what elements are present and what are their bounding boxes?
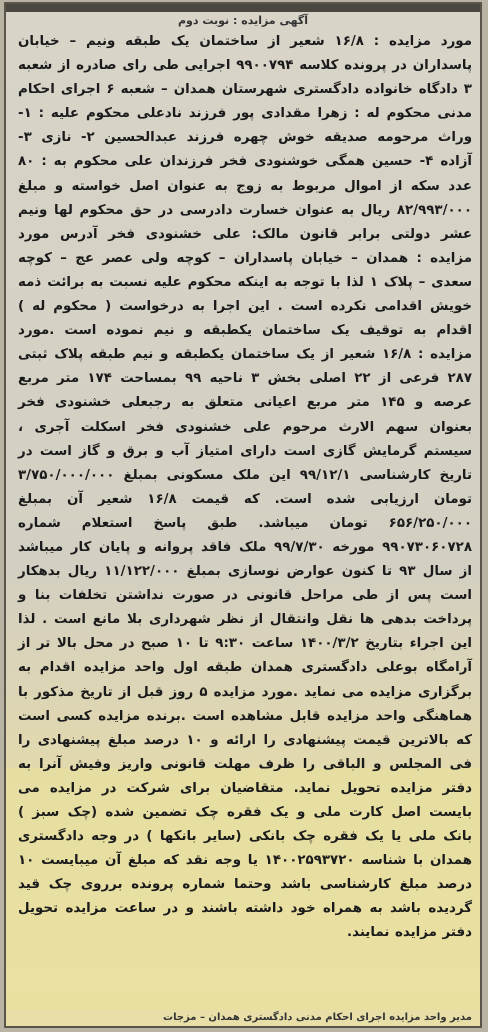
top-border-strip bbox=[6, 4, 480, 12]
notice-header: آگهی مزایده : نوبت دوم bbox=[177, 14, 309, 27]
notice-body: مورد مزایده : ۱۶/۸ شعیر از ساختمان یک طبقه ونیم – خیابان پاسداران در پرونده کلاسه ۹۹۰۰۷۹۴ اجرایی طی رای صادره از شعبه ۳ دادگاه خانواده دادگستری شهرستان همدان – شعبه ۶ اجرای احکام مدنی محکوم له : زهرا مقدادی پور فرزند نادعلی محکوم علیه : ۱- وراث مرحومه صدیقه خوش چهره فرزند عبدالحسین ۲- نازی ۳- آزاده ۴- حسین همگی خوشنودی فخر فرزندان علی محکوم به : ۸۰ عدد سکه از اموال مربوط به زوج به عنوان اصل خواسته و مبلغ ۸۲/۹۹۳/۰۰۰ ریال به عنوان خسارت دادرسی در حق محکوم لها ونیم عشر دولتی برابر قانون مالک: علی خشنودی فخر آدرس مورد مزایده : همدان – خیابان پاسداران – کوچه ولی عصر عج – کوچه سعدی – پلاک ۱ لذا با توجه به اینکه محکوم علیه نسبت به برائت ذمه خویش اقدامی نکرده است . این اجرا به درخواست ( محکوم له ) اقدام به توقیف یک ساختمان یکطبقه و نیم نموده است .مورد مزایده : ۱۶/۸ شعیر از یک ساختمان یکطبقه و نیم طبقه پلاک ثبتی ۲۸۷ فرعی از ۲۲ اصلی بخش ۳ ناحیه ۹۹ بمساحت ۱۷۴ متر مربع عرصه و ۱۴۵ متر مربع اعیانی متعلق به رجبعلی خشنودی فخر بعنوان سهم الارث مرحوم علی خشنودی فخر اسکلت آجری ، سیستم گرمایش گازی است دارای امتیاز آب و برق و گاز است در تاریخ کارشناسی ۹۹/۱۲/۱ این ملک مسکونی بمبلغ ۳/۷۵۰/۰۰۰/۰۰۰ تومان ارزیابی شده است. که قیمت ۱۶/۸ شعیر آن بمبلغ ۶۵۶/۲۵۰/۰۰۰ تومان میباشد. طبق پاسخ استعلام شماره ۹۹۰۷۳۰۶۰۷۲۸ مورخه ۹۹/۷/۳۰ ملک فاقد پروانه و پایان کار میباشد از سال ۹۳ تا کنون عوارض نوسازی بمبلغ ۱۱/۱۲۲/۰۰۰ ریال بدهکار است پس از طی مراحل قانونی در صورت نداشتن تخلفات بنا و پرداخت بدهی ها نقل وانتقال از نظر شهرداری بلا مانع است . لذا این اجراء بتاریخ ۱۴۰۰/۳/۲ ساعت ۹:۳۰ تا ۱۰ صبح در محل بالا تر از آرامگاه بوعلی دادگستری همدان طبقه اول واحد مزایده اقدام به برگزاری مزایده می نماید .مورد مزایده ۵ روز قبل از تاریخ مذکور با هماهنگی واحد مزایده قابل مشاهده است .برنده مزایده کسی است که بالاترین قیمت پیشنهادی را ارائه و ۱۰ درصد مبلغ پیشنهادی را فی المجلس و الباقی را ظرف مهلت قانونی واریز وفیش آنرا به دفتر مزایده تحویل نماید. متقاضیان برای شرکت در مزایده می بایست اصل کارت ملی و یک فقره چک تضمین شده (چک سبز ) بانک ملی یا یک فقره چک بانکی (سایر بانکها ) در وجه دادگستری همدان با شناسه ۱۴۰۰۲۵۹۳۷۲۰ یا وجه نقد که مبلغ آن میبایست ۱۰ درصد مبلغ کارشناسی باشد وحتما شماره پرونده برروی چک قید گردیده باشد به همراه خود داشته باشند و در ساعت مزایده تحویل دفتر مزایده نمایند. bbox=[18, 34, 473, 941]
notice-clipping bbox=[4, 2, 482, 1028]
notice-footer: مدیر واحد مزایده اجرای احکام مدنی دادگستری همدان – مزجات bbox=[163, 1012, 472, 1023]
